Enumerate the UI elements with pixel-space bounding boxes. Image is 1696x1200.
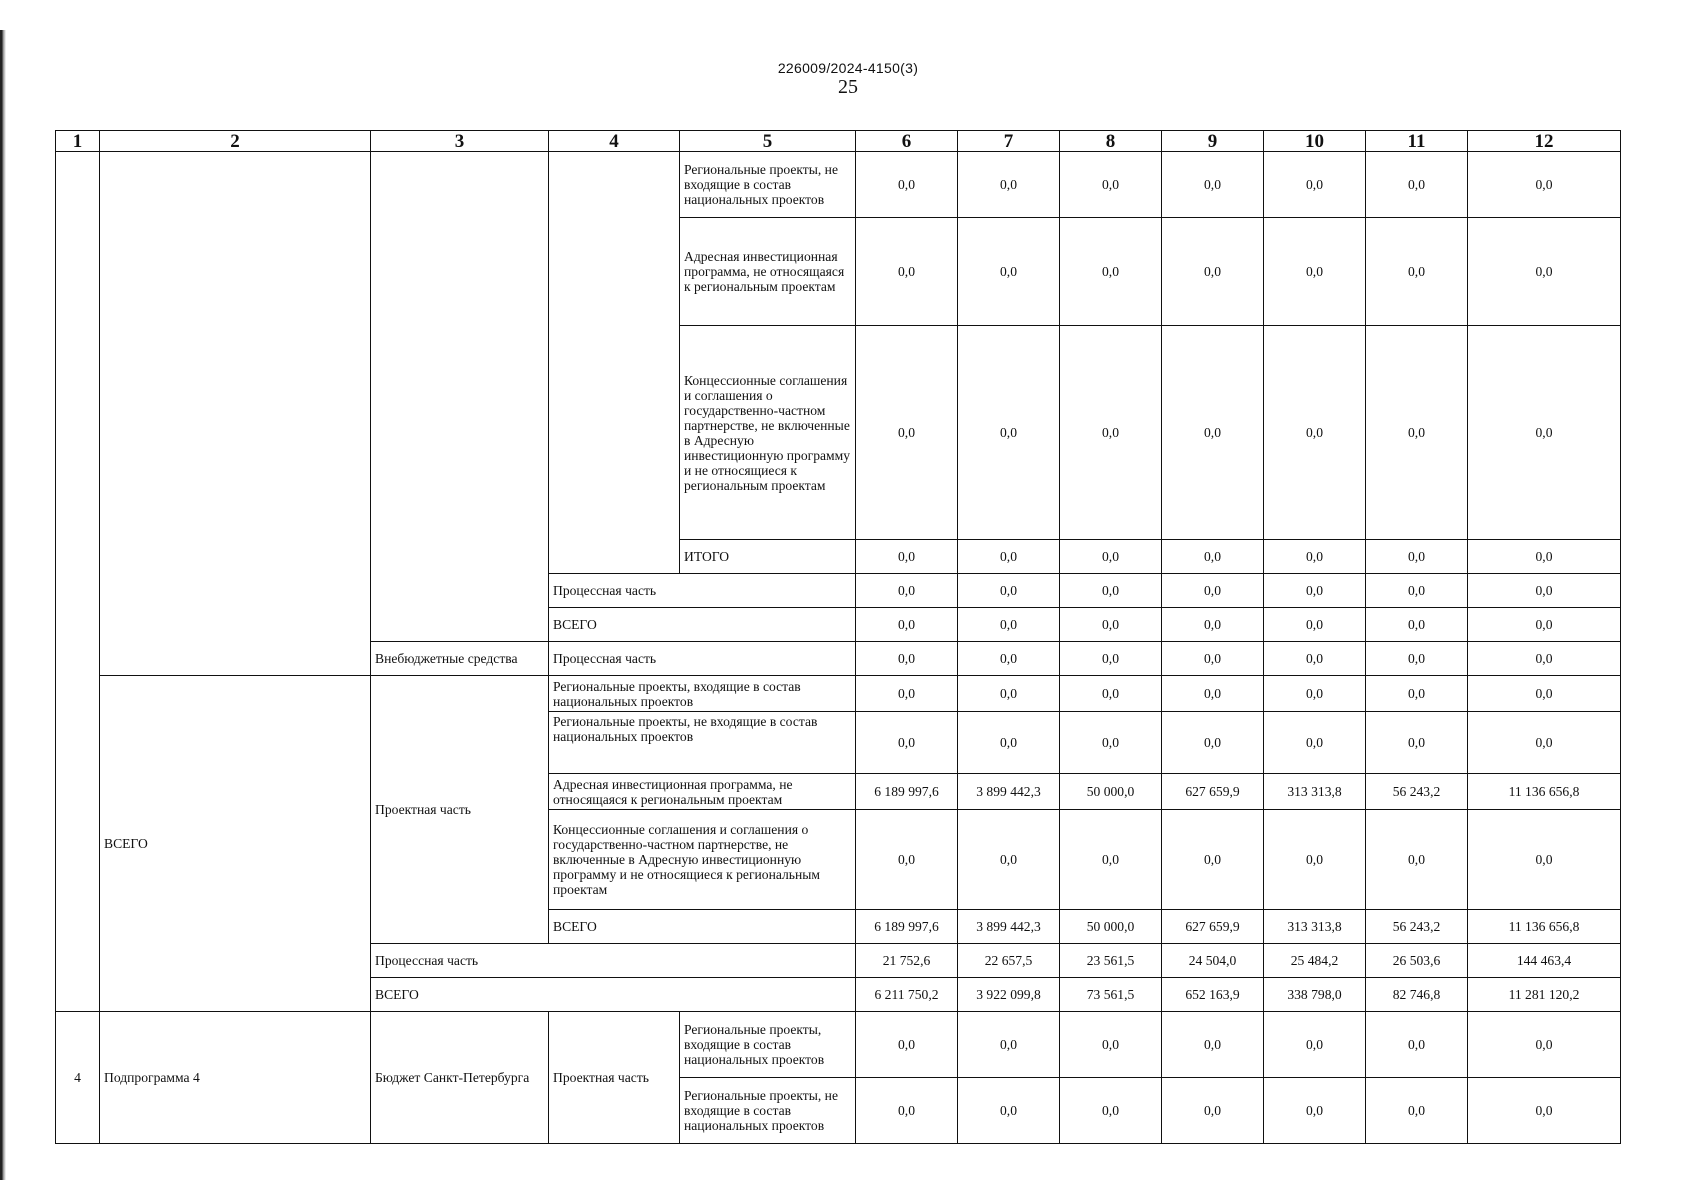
value-cell: 0,0	[1264, 1078, 1366, 1144]
value-cell: 0,0	[1468, 218, 1621, 326]
value-cell: 3 899 442,3	[958, 774, 1060, 810]
row-label: ВСЕГО	[371, 978, 856, 1012]
value-cell: 0,0	[1366, 574, 1468, 608]
value-cell: 0,0	[1162, 712, 1264, 774]
row-label: Региональные проекты, не входящие в состав национальных проектов	[549, 712, 856, 774]
scan-edge	[0, 30, 6, 1180]
value-cell: 0,0	[1366, 712, 1468, 774]
value-cell: 0,0	[1468, 642, 1621, 676]
value-cell: 0,0	[1366, 1078, 1468, 1144]
table-row	[56, 1012, 1621, 1078]
value-cell: 0,0	[1060, 326, 1162, 540]
col-header-7: 7	[958, 131, 1060, 152]
cell-col4-empty	[549, 152, 680, 574]
value-cell: 0,0	[856, 642, 958, 676]
value-cell: 0,0	[1162, 1078, 1264, 1144]
value-cell: 0,0	[1162, 810, 1264, 910]
row-label-project-part: Проектная часть	[371, 676, 549, 944]
value-cell: 0,0	[1060, 676, 1162, 712]
value-cell: 3 922 099,8	[958, 978, 1060, 1012]
value-cell: 0,0	[958, 152, 1060, 218]
value-cell: 627 659,9	[1162, 774, 1264, 810]
row-label: Концессионные соглашения и соглашения о государственно-частном партнерстве, не включенные в Адресную инвестиционную программу и не относящиеся к региональным проектам	[549, 810, 856, 910]
value-cell: 0,0	[1264, 712, 1366, 774]
cell-col1-empty	[56, 152, 100, 1012]
cell-col3-empty	[371, 152, 549, 642]
value-cell: 0,0	[856, 574, 958, 608]
col-header-11: 11	[1366, 131, 1468, 152]
value-cell: 0,0	[958, 218, 1060, 326]
value-cell: 22 657,5	[958, 944, 1060, 978]
row-label-vsego-block: ВСЕГО	[100, 676, 371, 1012]
value-cell: 11 281 120,2	[1468, 978, 1621, 1012]
value-cell: 0,0	[1060, 1078, 1162, 1144]
document-id: 226009/2024-4150(3)	[777, 60, 919, 76]
value-cell: 0,0	[1264, 1012, 1366, 1078]
value-cell: 0,0	[1060, 540, 1162, 574]
row-label: ВСЕГО	[549, 910, 856, 944]
value-cell: 0,0	[1060, 218, 1162, 326]
value-cell: 11 136 656,8	[1468, 910, 1621, 944]
value-cell: 0,0	[856, 608, 958, 642]
value-cell: 0,0	[1468, 326, 1621, 540]
value-cell: 0,0	[1264, 218, 1366, 326]
value-cell: 313 313,8	[1264, 774, 1366, 810]
row-label: Адресная инвестиционная программа, не относящаяся к региональным проектам	[549, 774, 856, 810]
value-cell: 0,0	[1162, 326, 1264, 540]
value-cell: 0,0	[1264, 642, 1366, 676]
value-cell: 0,0	[958, 810, 1060, 910]
value-cell: 0,0	[1468, 676, 1621, 712]
value-cell: 0,0	[1468, 712, 1621, 774]
value-cell: 0,0	[1060, 712, 1162, 774]
value-cell: 338 798,0	[1264, 978, 1366, 1012]
value-cell: 0,0	[958, 574, 1060, 608]
row-label: Концессионные соглашения и соглашения о государственно-частном партнерстве, не включенные в Адресную инвестиционную программу и не относящиеся к региональным проектам	[680, 326, 856, 540]
value-cell: 0,0	[1468, 574, 1621, 608]
value-cell: 144 463,4	[1468, 944, 1621, 978]
value-cell: 0,0	[1366, 642, 1468, 676]
value-cell: 0,0	[958, 1012, 1060, 1078]
value-cell: 0,0	[1060, 1012, 1162, 1078]
table-row	[56, 676, 1621, 712]
financing-table	[55, 130, 1621, 1144]
row-label: Региональные проекты, не входящие в состав национальных проектов	[680, 1078, 856, 1144]
value-cell: 50 000,0	[1060, 774, 1162, 810]
value-cell: 0,0	[1162, 608, 1264, 642]
value-cell: 0,0	[1366, 152, 1468, 218]
col-header-2: 2	[100, 131, 371, 152]
subprogram-name: Подпрограмма 4	[100, 1012, 371, 1144]
value-cell: 0,0	[1060, 608, 1162, 642]
value-cell: 0,0	[1366, 326, 1468, 540]
value-cell: 0,0	[1162, 1012, 1264, 1078]
value-cell: 6 189 997,6	[856, 774, 958, 810]
value-cell: 0,0	[958, 608, 1060, 642]
row-label: Адресная инвестиционная программа, не относящаяся к региональным проектам	[680, 218, 856, 326]
value-cell: 0,0	[1162, 218, 1264, 326]
page-number: 25	[838, 76, 858, 98]
value-cell: 0,0	[856, 712, 958, 774]
value-cell: 0,0	[1366, 676, 1468, 712]
value-cell: 0,0	[856, 218, 958, 326]
row-label: Внебюджетные средства	[371, 642, 549, 676]
value-cell: 0,0	[1162, 152, 1264, 218]
value-cell: 0,0	[1264, 152, 1366, 218]
funding-source: Бюджет Санкт-Петербурга	[371, 1012, 549, 1144]
value-cell: 0,0	[1366, 608, 1468, 642]
value-cell: 0,0	[1468, 540, 1621, 574]
value-cell: 0,0	[1264, 326, 1366, 540]
value-cell: 0,0	[1162, 540, 1264, 574]
value-cell: 73 561,5	[1060, 978, 1162, 1012]
value-cell: 56 243,2	[1366, 774, 1468, 810]
row-label: Региональные проекты, входящие в состав национальных проектов	[549, 676, 856, 712]
value-cell: 0,0	[1264, 574, 1366, 608]
col-header-8: 8	[1060, 131, 1162, 152]
row-label: Процессная часть	[549, 642, 856, 676]
col-header-12: 12	[1468, 131, 1621, 152]
row-label: ИТОГО	[680, 540, 856, 574]
value-cell: 0,0	[1162, 574, 1264, 608]
row-label: ВСЕГО	[549, 608, 856, 642]
table-row	[56, 152, 1621, 218]
value-cell: 24 504,0	[1162, 944, 1264, 978]
value-cell: 56 243,2	[1366, 910, 1468, 944]
value-cell: 0,0	[1060, 810, 1162, 910]
column-number-row	[56, 131, 1621, 152]
value-cell: 0,0	[1060, 574, 1162, 608]
value-cell: 313 313,8	[1264, 910, 1366, 944]
value-cell: 0,0	[958, 676, 1060, 712]
row-label: Региональные проекты, входящие в состав национальных проектов	[680, 1012, 856, 1078]
value-cell: 23 561,5	[1060, 944, 1162, 978]
value-cell: 652 163,9	[1162, 978, 1264, 1012]
col-header-4: 4	[549, 131, 680, 152]
value-cell: 0,0	[1366, 1012, 1468, 1078]
value-cell: 0,0	[856, 676, 958, 712]
value-cell: 627 659,9	[1162, 910, 1264, 944]
value-cell: 3 899 442,3	[958, 910, 1060, 944]
value-cell: 0,0	[1162, 676, 1264, 712]
value-cell: 0,0	[1468, 1012, 1621, 1078]
value-cell: 0,0	[1060, 642, 1162, 676]
value-cell: 0,0	[856, 152, 958, 218]
col-header-6: 6	[856, 131, 958, 152]
value-cell: 6 211 750,2	[856, 978, 958, 1012]
value-cell: 0,0	[1366, 810, 1468, 910]
col-header-10: 10	[1264, 131, 1366, 152]
value-cell: 0,0	[1162, 642, 1264, 676]
value-cell: 0,0	[958, 712, 1060, 774]
value-cell: 0,0	[1468, 152, 1621, 218]
value-cell: 0,0	[856, 810, 958, 910]
value-cell: 0,0	[856, 326, 958, 540]
value-cell: 25 484,2	[1264, 944, 1366, 978]
col-header-1: 1	[56, 131, 100, 152]
value-cell: 82 746,8	[1366, 978, 1468, 1012]
value-cell: 0,0	[1366, 540, 1468, 574]
col-header-9: 9	[1162, 131, 1264, 152]
cell-col2-empty	[100, 152, 371, 676]
row-label: Процессная часть	[371, 944, 856, 978]
value-cell: 0,0	[1366, 218, 1468, 326]
row-label-project-part: Проектная часть	[549, 1012, 680, 1144]
value-cell: 0,0	[856, 1012, 958, 1078]
value-cell: 0,0	[1060, 152, 1162, 218]
value-cell: 0,0	[1468, 1078, 1621, 1144]
value-cell: 0,0	[1264, 810, 1366, 910]
value-cell: 0,0	[958, 326, 1060, 540]
value-cell: 6 189 997,6	[856, 910, 958, 944]
value-cell: 0,0	[856, 1078, 958, 1144]
value-cell: 26 503,6	[1366, 944, 1468, 978]
value-cell: 11 136 656,8	[1468, 774, 1621, 810]
value-cell: 0,0	[1264, 676, 1366, 712]
value-cell: 0,0	[958, 642, 1060, 676]
value-cell: 0,0	[856, 540, 958, 574]
col-header-5: 5	[680, 131, 856, 152]
row-number: 4	[56, 1012, 100, 1144]
col-header-3: 3	[371, 131, 549, 152]
value-cell: 21 752,6	[856, 944, 958, 978]
row-label: Процессная часть	[549, 574, 856, 608]
value-cell: 0,0	[1264, 540, 1366, 574]
value-cell: 0,0	[1468, 810, 1621, 910]
value-cell: 50 000,0	[1060, 910, 1162, 944]
value-cell: 0,0	[958, 1078, 1060, 1144]
value-cell: 0,0	[1468, 608, 1621, 642]
value-cell: 0,0	[1264, 608, 1366, 642]
row-label: Региональные проекты, не входящие в состав национальных проектов	[680, 152, 856, 218]
value-cell: 0,0	[958, 540, 1060, 574]
